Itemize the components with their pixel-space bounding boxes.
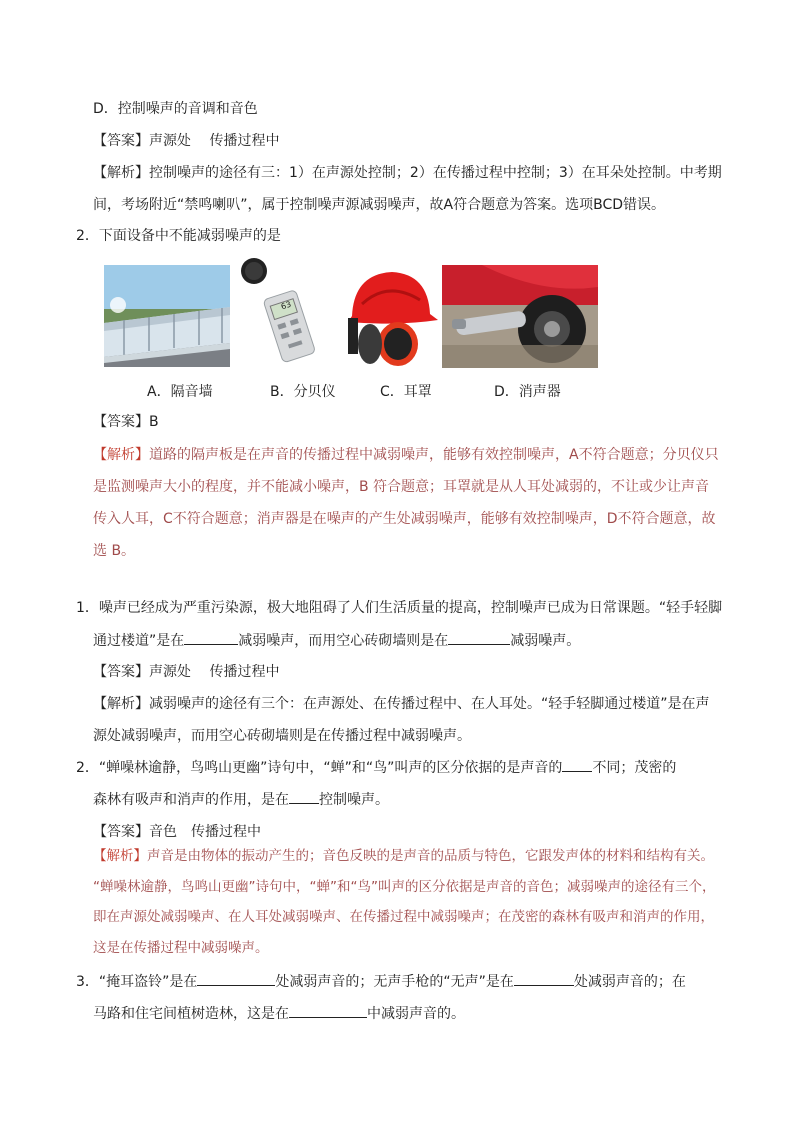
practice-1-analysis-1: 【解析】减弱噪声的途径有三个：在声源处、在传播过程中、在人耳处。“轻手轻脚通过楼道”是在声: [93, 696, 710, 712]
meter-reading: 63: [279, 299, 293, 312]
practice-1-analysis-2: 源处减弱噪声，而用空心砖砌墙则是在传播过程中减弱噪声。: [93, 728, 471, 744]
p3-text-e: 中减弱声音的。: [367, 1006, 465, 1022]
analysis-2-line-1: [93, 445, 719, 465]
practice-2-stem-line-1: [76, 757, 676, 778]
analysis-2-tag: 【解析】: [93, 447, 149, 463]
option-d: D．控制噪声的音调和音色: [93, 101, 258, 117]
practice-2-analysis-tag: 【解析】: [93, 848, 147, 864]
p3-text-c: 处减弱声音的；在: [573, 974, 686, 990]
analysis-2-line-3: 传入人耳，C不符合题意；消声器是在噪声的产生处减弱噪声，能够有效控制噪声，D不符合题意，故: [93, 511, 716, 527]
blank-6: [514, 971, 574, 986]
blank-2: [448, 630, 510, 645]
option-d-caption: D．消声器: [494, 384, 561, 400]
practice-1-stem-line-2: [93, 630, 580, 651]
p3-text-d: 马路和住宅间植树造林，这是在: [93, 1006, 289, 1022]
answer-1: 【答案】声源处 传播过程中: [93, 133, 280, 149]
p3-text-a: 3．“掩耳盗铃”是在: [76, 974, 198, 990]
blank-1: [184, 630, 238, 645]
earmuff-helmet-photo: [338, 264, 440, 368]
p2-text-a: 2．“蝉噪林逾静，鸟鸣山更幽”诗句中，“蝉”和“鸟”叫声的区分依据的是声音的: [76, 760, 563, 776]
analysis-1-line-2: 间，考场附近“禁鸣喇叭”，属于控制噪声源减弱噪声，故A符合题意为答案。选项BCD错误。: [93, 197, 665, 213]
analysis-1-line-1: 【解析】控制噪声的途径有三：1）在声源处控制；2）在传播过程中控制；3）在耳朵处控制。中考期: [93, 165, 722, 181]
p1-text-c: 减弱噪声。: [510, 633, 581, 649]
practice-1-answer: 【答案】声源处 传播过程中: [93, 664, 280, 680]
analysis-2-line-2: 是监测噪声大小的程度，并不能减小噪声，B 符合题意；耳罩就是从人耳处减弱的，不让或少让声音: [93, 479, 710, 495]
practice-2-analysis-text-1: 声音是由物体的振动产生的；音色反映的是声音的品质与特色，它跟发声体的材料和结构有关。: [147, 848, 714, 864]
analysis-2-line-4: 选 B。: [93, 543, 136, 559]
p2-text-d: 控制噪声。: [319, 792, 389, 808]
option-a-caption: A．隔音墙: [147, 384, 213, 400]
blank-3: [562, 757, 592, 772]
practice-2-analysis-4: 这是在传播过程中减弱噪声。: [93, 940, 269, 956]
blank-5: [197, 971, 275, 986]
practice-1-stem-line-1: 1．噪声已经成为严重污染源，极大地阻碍了人们生活质量的提高，控制噪声已成为日常课题。“轻手轻脚: [76, 600, 723, 616]
muffler-photo: [442, 265, 598, 368]
decibel-meter-photo: [236, 255, 330, 367]
practice-2-answer: 【答案】音色 传播过程中: [93, 824, 261, 840]
blank-4: [289, 789, 319, 804]
sound-barrier-photo: [104, 265, 230, 367]
practice-2-analysis-1: [93, 846, 714, 866]
p3-text-b: 处减弱声音的；无声手枪的“无声”是在: [275, 974, 514, 990]
option-c-caption: C．耳罩: [380, 384, 432, 400]
practice-3-stem-line-2: [93, 1003, 465, 1024]
practice-2-stem-line-2: [93, 789, 389, 810]
practice-3-stem-line-1: [76, 971, 686, 992]
practice-2-analysis-2: “蝉噪林逾静，鸟鸣山更幽”诗句中，“蝉”和“鸟”叫声的区分依据是声音的音色；减弱噪声的途径有三个，: [93, 879, 716, 895]
question-2-stem: 2．下面设备中不能减弱噪声的是: [76, 228, 281, 244]
answer-2: 【答案】B: [93, 414, 159, 430]
p1-text-b: 减弱噪声，而用空心砖砌墙则是在: [238, 633, 449, 649]
practice-2-analysis-3: 即在声源处减弱噪声、在人耳处减弱噪声、在传播过程中减弱噪声；在茂密的森林有吸声和消声的作用，: [93, 909, 714, 925]
analysis-2-text-1: 道路的隔声板是在声音的传播过程中减弱噪声，能够有效控制噪声，A不符合题意；分贝仪只: [149, 447, 719, 463]
blank-7: [289, 1003, 367, 1018]
option-b-caption: B．分贝仪: [270, 384, 336, 400]
p1-text-a: 通过楼道”是在: [93, 633, 185, 649]
p2-text-b: 不同；茂密的: [592, 760, 677, 776]
p2-text-c: 森林有吸声和消声的作用，是在: [93, 792, 289, 808]
